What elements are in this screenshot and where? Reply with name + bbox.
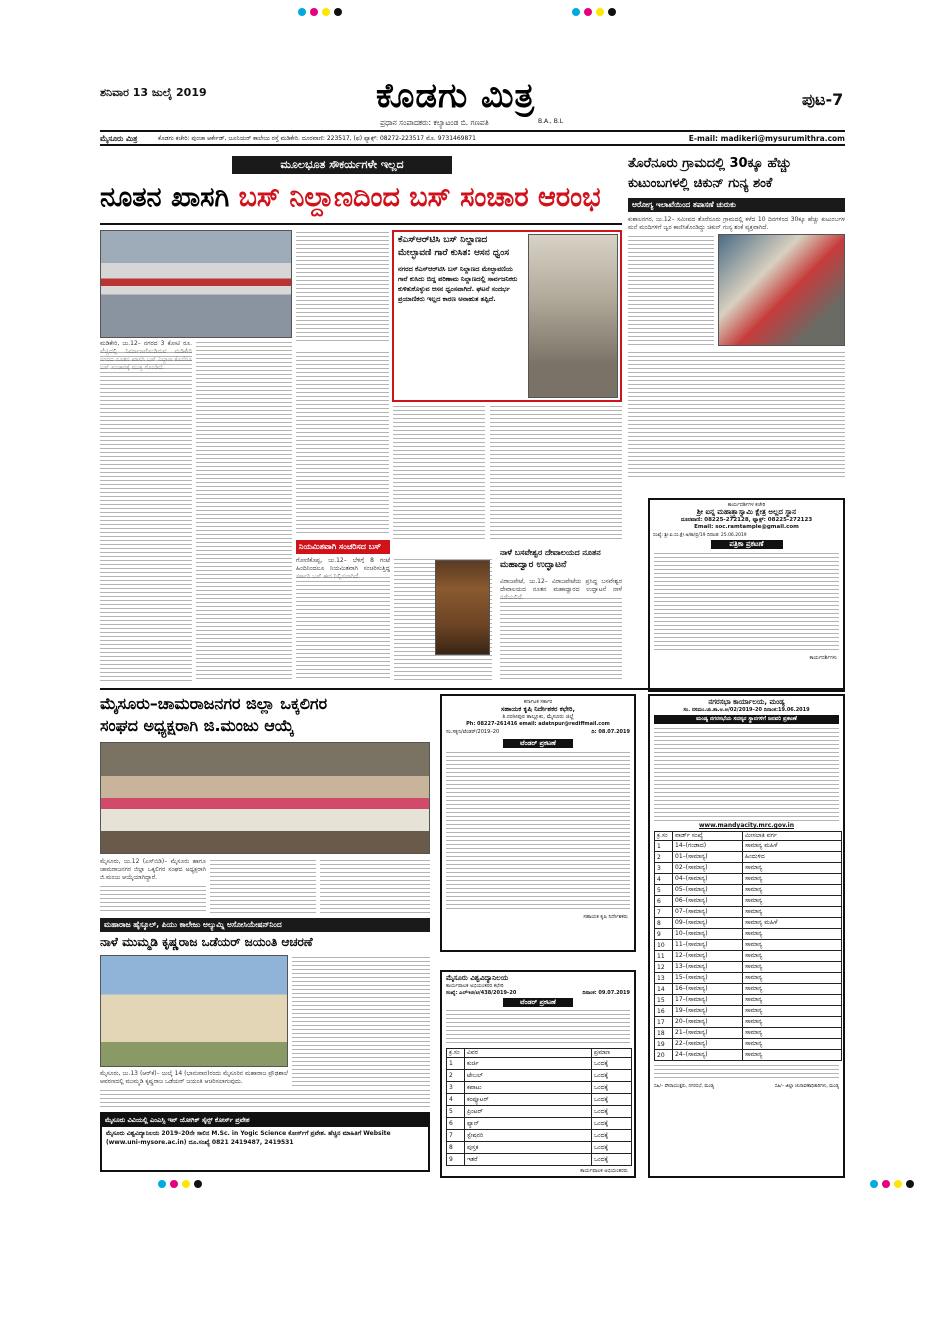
table-cell: 01–(ಸಾಮಾನ್ಯ) bbox=[673, 852, 743, 863]
table-cell: 19–(ಸಾಮಾನ್ಯ) bbox=[673, 1006, 743, 1017]
temple-headline bbox=[500, 548, 622, 570]
table-cell: ಸಾಮಾನ್ಯ bbox=[743, 1050, 842, 1061]
table-cell: ಸಾಮಾನ್ಯ bbox=[743, 863, 842, 874]
jayanthi-body-2 bbox=[100, 1088, 430, 1108]
right-photo-patients bbox=[718, 234, 845, 346]
table-cell: ಒಂದಕ್ಕೆ bbox=[592, 1070, 632, 1082]
registration-mark-yellow bbox=[894, 1180, 902, 1188]
temple-notice-phone: ದೂರವಾಣಿ: 08225-272128, ಫ್ಯಾಕ್ಸ್: 08225-272123 bbox=[680, 517, 813, 523]
tender2-sub: ಕಾರ್ಯಪಾಲಕ ಅಭಿಯಂತರರ ಕಛೇರಿ bbox=[446, 983, 504, 989]
okkaliga-body-2 bbox=[210, 858, 316, 914]
temple-notice bbox=[648, 498, 845, 692]
table-header-category: ಮೀಸಲಾತಿ ವರ್ಗ bbox=[743, 832, 842, 841]
tender1-office: ಸಹಾಯಕ ಕೃಷಿ ನಿರ್ದೇಶಕರ ಕಛೇರಿ, bbox=[501, 705, 575, 713]
table-cell: ಸಾಮಾನ್ಯ bbox=[743, 1028, 842, 1039]
registration-mark-cyan bbox=[870, 1180, 878, 1188]
tender1-date: ದಿ: 08.07.2019 bbox=[591, 729, 630, 735]
university-ad-body: ಮೈಸೂರು ವಿಶ್ವವಿದ್ಯಾನಿಲಯ 2019–20ನೇ ಸಾಲಿನ M.Sc. in Yogic Science ಕೋರ್ಸ್‌ಗೆ ಪ್ರವೇಶ. ಹೆಚ್ಚಿನ ಮಾಹಿತಿಗೆ Website (www.uni-mysore.ac.in) ದೂ.ಸಂಖ್ಯೆ 0821 2419487, 2419531 bbox=[106, 1130, 391, 1146]
temple-photo-door bbox=[435, 560, 490, 655]
strip-brand: ಮೈಸೂರು ಮಿತ್ರ bbox=[100, 134, 138, 143]
table-cell: 6 bbox=[655, 896, 673, 907]
temple-body bbox=[500, 596, 622, 682]
lead-kicker bbox=[232, 156, 452, 174]
table-row bbox=[655, 951, 842, 962]
table-cell: ಸಾಮಾನ್ಯ bbox=[743, 885, 842, 896]
table-cell: 15 bbox=[655, 995, 673, 1006]
temple-headline-2: ಮಹಾದ್ವಾರ ಉದ್ಘಾಟನೆ bbox=[500, 560, 567, 570]
mandya-notice bbox=[648, 694, 845, 1178]
registration-mark-yellow bbox=[182, 1180, 190, 1188]
masthead-strip bbox=[100, 132, 845, 146]
table-cell: 12 bbox=[655, 962, 673, 973]
temple-notice-sign: ಕಾರ್ಯದರ್ಶಿಗಳು bbox=[809, 655, 837, 661]
table-cell: 3 bbox=[655, 863, 673, 874]
table-cell: 6 bbox=[447, 1118, 465, 1130]
tender-notice-agriculture bbox=[440, 694, 636, 952]
table-row bbox=[655, 962, 842, 973]
table-cell: 5 bbox=[655, 885, 673, 896]
lead-body-col1 bbox=[100, 350, 192, 681]
table-header-row bbox=[447, 1049, 632, 1058]
tender1-contact[interactable]: Ph: 08227-261416 email: adatnpur@rediffmail.com bbox=[466, 721, 610, 727]
table-cell: ಸಾಮಾನ್ಯ bbox=[743, 907, 842, 918]
table-cell: ಕಪಾಟು bbox=[465, 1082, 592, 1094]
bus-box-dateline: ಗೋಣಿಕೊಪ್ಪ, ಜು.12– ಬೆಳಿಗ್ಗೆ 8 ಗಂಟೆ ಹಿಂದಿನಿಂದಲೂ ನಿಯಮಿತವಾಗಿ ಸಂಚರಿಸುತ್ತಿದ್ದ bbox=[296, 557, 390, 572]
table-cell: 12–(ಸಾಮಾನ್ಯ) bbox=[673, 951, 743, 962]
table-cell: 07–(ಸಾಮಾನ್ಯ) bbox=[673, 907, 743, 918]
temple-notice-org: ಕಾರ್ಯದರ್ಶಿಗಳ ಕಚೇರಿ bbox=[727, 502, 766, 508]
table-header-name: ವಿವರ bbox=[465, 1049, 592, 1058]
table-header-row bbox=[655, 832, 842, 841]
table-row bbox=[447, 1058, 632, 1070]
tender1-sign: ಸಹಾಯಕ ಕೃಷಿ ನಿರ್ದೇಶಕರು bbox=[583, 914, 628, 920]
lead-dateline: ಮಡಿಕೇರಿ, ಜು.12– ನಗರದ 3 ಕೋಟಿ ರೂ. bbox=[100, 340, 192, 347]
table-cell: 15–(ಸಾಮಾನ್ಯ) bbox=[673, 973, 743, 984]
table-cell: ಕಂಪ್ಯೂಟರ್ bbox=[465, 1094, 592, 1106]
table-row bbox=[655, 973, 842, 984]
tender2-ref: ಸಂಖ್ಯೆ: ಎಲ್ಇಜಿ/ಟಿ/438/2019–20 bbox=[446, 990, 517, 996]
mandya-website[interactable]: www.mandyacity.mrc.gov.in bbox=[699, 822, 794, 829]
table-cell: ಸಾಮಾನ್ಯ ಮಹಿಳೆ bbox=[743, 918, 842, 929]
tender2-body bbox=[446, 1008, 630, 1046]
table-row bbox=[655, 852, 842, 863]
table-header-ward: ವಾರ್ಡ್ ಸಂಖ್ಯೆ bbox=[673, 832, 743, 841]
tender2-table bbox=[446, 1048, 632, 1166]
lead-rule bbox=[100, 223, 622, 225]
table-header-no: ಕ್ರ.ಸಂ bbox=[655, 832, 673, 841]
table-cell: 13 bbox=[655, 973, 673, 984]
bus-box-kicker-text: ನಿಯಮಿತವಾಗಿ ಸಂಚರಿಸದ ಬಸ್ bbox=[299, 542, 381, 551]
table-cell: 9 bbox=[655, 929, 673, 940]
temple-dateline: ವಿರಾಜಪೇಟೆ, ಜು.12– ವಿರಾಜಪೇಟೆಯ ಪ್ರಸಿದ್ಧ ಬಸವೇಶ್ವರ ದೇವಾಲಯದ ನೂತನ ಮಹಾದ್ವಾರದ ಉದ್ಘಾಟನೆ ನಾಳೆ bbox=[500, 578, 622, 593]
table-row bbox=[655, 995, 842, 1006]
table-row bbox=[655, 929, 842, 940]
registration-mark-black bbox=[906, 1180, 914, 1188]
temple-notice-title: ಶ್ರೀ ಐನ್ನ ಮಹಾತ್ರ್ಪಾಸ್ವಾಮಿ ಕ್ಷೇತ್ರ ಅಲ್ಲದ ಸ್ಥಾನ bbox=[696, 508, 797, 516]
registration-mark-magenta bbox=[170, 1180, 178, 1188]
mandya-ref: ಸಂ. ನಸಮಂ.ಚು.ಶಾ.ಆ.ಅ/02/2019–20 ದಿನಾಂಕ:19.06.2019 bbox=[683, 707, 810, 713]
table-row bbox=[655, 1039, 842, 1050]
registration-mark-yellow bbox=[322, 8, 330, 16]
okkaliga-dateline: ಮೈಸೂರು, ಜು.12 (ಎಸ್‌ಬಿಡಿ)– ಮೈಸೂರು ಹಾಗೂ ಚಾಮರಾಜನಗರ ಜಿಲ್ಲಾ ಒಕ್ಕಲಿಗರ ಸಂಘದ ಅಧ್ಯಕ್ಷರಾಗಿ ಜಿ.ಮಂಜು ಆಯ್ಕೆಯಾಗಿದ್ದಾರೆ. bbox=[100, 858, 206, 881]
registration-mark-black bbox=[194, 1180, 202, 1188]
okkaliga-body-1 bbox=[100, 884, 206, 914]
table-cell: 4 bbox=[655, 874, 673, 885]
table-row bbox=[447, 1070, 632, 1082]
lead-body-col2 bbox=[196, 340, 292, 681]
table-row bbox=[655, 863, 842, 874]
okkaliga-headline-2: ಸಂಘದ ಅಧ್ಯಕ್ಷರಾಗಿ ಜಿ.ಮಂಜು ಆಯ್ಕೆ bbox=[100, 716, 295, 735]
table-row bbox=[655, 940, 842, 951]
inset-box bbox=[392, 230, 622, 402]
temple-notice-body bbox=[654, 551, 839, 651]
university-ad-title: ಮೈಸೂರು ವಿವಿಯಲ್ಲಿ ಎಂಎಸ್ಸಿ ಇನ್ ಯೋಗಿಕ್ ಸೈನ್ಸ್ ಕೋರ್ಸ್ ಪ್ರವೇಶ bbox=[102, 1114, 428, 1127]
table-cell: ಸಾಮಾನ್ಯ bbox=[743, 929, 842, 940]
table-row bbox=[655, 984, 842, 995]
lead-photo-bus-stand bbox=[100, 230, 292, 338]
mandya-table bbox=[654, 831, 842, 1061]
table-cell: ಪುಸ್ತಕ bbox=[465, 1142, 592, 1154]
tender2-date: ದಿನಾಂಕ: 09.07.2019 bbox=[582, 990, 630, 996]
table-cell: ಒಂದಕ್ಕೆ bbox=[592, 1142, 632, 1154]
table-cell: 1 bbox=[447, 1058, 465, 1070]
tender1-heading-text: ಟೆಂಡರ್ ಪ್ರಕಟಣೆ bbox=[520, 739, 556, 747]
table-cell: 1 bbox=[655, 841, 673, 852]
table-cell: ಹಿಂದುಳಿದ bbox=[743, 852, 842, 863]
lead-headline-black: ನೂತನ ಖಾಸಗಿ bbox=[100, 182, 239, 213]
table-cell: ಒಂದಕ್ಕೆ bbox=[592, 1130, 632, 1142]
lead-headline-red: ಬಸ್ ನಿಲ್ದಾಣದಿಂದ ಬಸ್ ಸಂಚಾರ ಆರಂಭ bbox=[238, 182, 601, 213]
table-row bbox=[655, 1050, 842, 1061]
table-row bbox=[655, 896, 842, 907]
table-cell: 04–(ಸಾಮಾನ್ಯ) bbox=[673, 874, 743, 885]
masthead-editor-degree: B.A., B.L bbox=[538, 118, 564, 125]
lead-headline bbox=[100, 178, 622, 218]
tender1-heading bbox=[503, 739, 573, 748]
table-cell: 09–(ಸಾಮಾನ್ಯ) bbox=[673, 918, 743, 929]
table-cell: ಸಾಮಾನ್ಯ bbox=[743, 995, 842, 1006]
table-cell: ಒಂದಕ್ಕೆ bbox=[592, 1106, 632, 1118]
table-cell: ಸಾಮಾನ್ಯ bbox=[743, 984, 842, 995]
masthead-title: ಕೊಡಗು ಮಿತ್ರ bbox=[376, 76, 536, 116]
table-cell: 11 bbox=[655, 951, 673, 962]
table-cell: ಸ್ಟೇಷನರಿ bbox=[465, 1130, 592, 1142]
okkaliga-photo-group bbox=[100, 742, 430, 854]
table-row bbox=[447, 1082, 632, 1094]
mandya-footer-body bbox=[654, 1063, 839, 1079]
masthead-editor: ಪ್ರಧಾನ ಸಂಪಾದಕರು: ಕಲ್ಯಾಟಂಡ ಬಿ. ಗಣಪತಿ bbox=[380, 118, 489, 127]
table-cell: 24–(ಸಾಮಾನ್ಯ) bbox=[673, 1050, 743, 1061]
table-cell: 06–(ಸಾಮಾನ್ಯ) bbox=[673, 896, 743, 907]
inset-body: ನಗರದ ಕೆಎಸ್‌ಆರ್‌ಟಿಸಿ ಬಸ್ ನಿಲ್ದಾಣದ ಮೇಲ್ಛಾವಣಿಯ ಗಾರೆ ಕುಸಿದು ಬಿದ್ದ ಪರಿಣಾಮ ನಿಲ್ದಾಣದಲ್ಲಿ ಸಾರ್ವಜನಿಕರು ಕುಳಿತುಕೊಳ್ಳುವ ಆಸನ ಧ್ವಂಸವಾಗಿದೆ. ಘಟನೆ ಸಂದರ್ಭ ಪ್ರಯಾಣಿಕರು ಇಲ್ಲದ ಕಾರಣ ಅನಾಹುತ ತಪ್ಪಿದೆ. bbox=[398, 265, 518, 303]
table-cell: ಸಾಮಾನ್ಯ bbox=[743, 940, 842, 951]
table-cell: ಪ್ರಿಂಟರ್ bbox=[465, 1106, 592, 1118]
table-cell: ಸಾಮಾನ್ಯ ಮಹಿಳೆ bbox=[743, 841, 842, 852]
strip-address: ಕೊಡಗು ಕಚೇರಿ: ಪುಂಚಾ ಆರ್ಕೇಡ್, ಜೂನಿಯರ್ ಕಾಲೇಜು ರಸ್ತೆ ಮಡಿಕೇರಿ. ದೂರವಾಣಿ: 223517, (ಫ) ಫ್ಯಾಕ್ಸ್: 08272-223517 ಮೊ. 9731469871 bbox=[158, 135, 476, 142]
table-row bbox=[447, 1118, 632, 1130]
registration-mark-magenta bbox=[882, 1180, 890, 1188]
table-cell: 2 bbox=[447, 1070, 465, 1082]
right-dateline: ಕುಶಾಲನಗರ, ಜು.12– ಸಮೀಪದ ತೊರೆನೂರು ಗ್ರಾಮದಲ್ಲಿ ಕಳೆದ 10 ದಿನಗಳಿಂದ 30ಕ್ಕೂ ಹೆಚ್ಚು ಕುಟುಂಬಗಳ ಮನೆ ಮಂದಿಗಳಿಗೆ ಜ್ವರ ಕಾಣಿಸಿಕೊಂಡಿದ್ದು ಚಿಕುನ್ ಗುನ್ಯ ಶಂಕೆ ವ್ಯಕ್ತವಾಗಿದೆ. bbox=[628, 216, 845, 231]
registration-mark-magenta bbox=[584, 8, 592, 16]
temple-notice-email[interactable]: Email: soc.ramtample@gmail.com bbox=[694, 524, 799, 530]
tender-notice-university bbox=[440, 970, 636, 1178]
table-cell: 3 bbox=[447, 1082, 465, 1094]
jayanthi-kicker-text: ಮಹಾರಾಜ ಹೈಸ್ಕೂಲ್, ಪಿಯು ಕಾಲೇಜು ಅಲ್ಯುಮ್ನಿ ಅಸೋಸಿಯೇಷನ್‌ನಿಂದ bbox=[104, 920, 282, 929]
strip-email[interactable]: E-mail: madikeri@mysurumithra.com bbox=[688, 134, 845, 143]
masthead-date: ಶನಿವಾರ 13 ಜುಲೈ 2019 bbox=[100, 86, 207, 99]
table-cell: ಸಾಮಾನ್ಯ bbox=[743, 962, 842, 973]
registration-mark-yellow bbox=[596, 8, 604, 16]
lead-kicker-text: ಮೂಲಭೂತ ಸೌಕರ್ಯಗಳೇ ಇಲ್ಲದ bbox=[280, 158, 404, 171]
table-row bbox=[655, 841, 842, 852]
tender2-heading bbox=[503, 998, 573, 1007]
table-cell: 22–(ಸಾಮಾನ್ಯ) bbox=[673, 1039, 743, 1050]
tender1-place: ತಿ.ನರಸೀಪುರ ತಾಲ್ಲೂಕು, ಮೈಸೂರು ಜಿಲ್ಲೆ bbox=[502, 714, 574, 720]
table-cell: 7 bbox=[655, 907, 673, 918]
table-cell: 19 bbox=[655, 1039, 673, 1050]
table-cell: 8 bbox=[655, 918, 673, 929]
table-cell: 8 bbox=[447, 1142, 465, 1154]
inset-photo-collapsed-ceiling bbox=[528, 234, 618, 398]
table-cell: 05–(ಸಾಮಾನ್ಯ) bbox=[673, 885, 743, 896]
table-row bbox=[447, 1094, 632, 1106]
table-row bbox=[447, 1130, 632, 1142]
okkaliga-body-3 bbox=[320, 858, 430, 914]
table-cell: 18 bbox=[655, 1028, 673, 1039]
table-cell: 16–(ಸಾಮಾನ್ಯ) bbox=[673, 984, 743, 995]
table-row bbox=[447, 1106, 632, 1118]
table-row bbox=[655, 1028, 842, 1039]
table-cell: 11–(ಸಾಮಾನ್ಯ) bbox=[673, 940, 743, 951]
mandya-org: ನಗರಸಭಾ ಕಾರ್ಯಾಲಯ, ಮಂಡ್ಯ bbox=[708, 698, 785, 706]
registration-mark-black bbox=[334, 8, 342, 16]
table-cell: ಟೇಬಲ್ bbox=[465, 1070, 592, 1082]
table-cell: 7 bbox=[447, 1130, 465, 1142]
table-cell: ಒಂದಕ್ಕೆ bbox=[592, 1082, 632, 1094]
table-cell: ಸಾಮಾನ್ಯ bbox=[743, 1039, 842, 1050]
right-body-full bbox=[628, 350, 845, 480]
table-cell: ಫ್ಯಾನ್ bbox=[465, 1118, 592, 1130]
table-cell: ಸಾಮಾನ್ಯ bbox=[743, 1006, 842, 1017]
table-row bbox=[655, 1017, 842, 1028]
table-row bbox=[655, 918, 842, 929]
table-row bbox=[655, 885, 842, 896]
temple-headline-1: ನಾಳೆ ಬಸವೇಶ್ವರ ದೇವಾಲಯದ ನೂತನ bbox=[500, 548, 601, 557]
bus-box-kicker bbox=[296, 540, 390, 554]
lead-body-col3 bbox=[296, 230, 389, 342]
table-cell: ಒಂದಕ್ಕೆ bbox=[592, 1094, 632, 1106]
bus-box-body-1 bbox=[296, 575, 390, 681]
table-cell: ಸಾಮಾನ್ಯ bbox=[743, 896, 842, 907]
table-cell: ಸಾಮಾನ್ಯ bbox=[743, 874, 842, 885]
table-cell: 17 bbox=[655, 1017, 673, 1028]
table-cell: 14–(ಗಂಡಾದ) bbox=[673, 841, 743, 852]
tender1-gov: ಕರ್ನಾಟಕ ಸರ್ಕಾರ bbox=[523, 699, 553, 705]
right-body-col1 bbox=[628, 234, 714, 346]
mandya-sign-left: ಸಹಿ/– ಪೌರಾಯುಕ್ತರು, ನಗರಸಭೆ, ಮಂಡ್ಯ bbox=[654, 1084, 715, 1089]
lead-body-col4 bbox=[393, 404, 485, 542]
tender2-heading-text: ಟೆಂಡರ್ ಪ್ರಕಟಣೆ bbox=[520, 998, 556, 1006]
right-headline-2: ಕುಟುಂಬಗಳಲ್ಲಿ ಚಿಕುನ್ ಗುನ್ಯ ಶಂಕೆ bbox=[628, 176, 773, 191]
mandya-sign-right: ಸಹಿ/– ಜಿಲ್ಲಾ ಚುನಾವಣಾಧಿಕಾರಿಗಳು, ಮಂಡ್ಯ bbox=[774, 1084, 839, 1089]
table-cell: 2 bbox=[655, 852, 673, 863]
table-cell: 13–(ಸಾಮಾನ್ಯ) bbox=[673, 962, 743, 973]
jayanthi-dateline: ಮೈಸೂರು, ಜು.13 (ಆರ್‌ಕೆ)– ಜುಲೈ 14 (ಭಾನುವಾರ)ರಂದು ಮೈಸೂರಿನ ಮಹಾರಾಜ ಪ್ರೌಢಶಾಲೆ ಆವರಣದಲ್ಲಿ ಮುಮ್ಮಡಿ ಕೃಷ್ಣರಾಜ ಒಡೆಯರ್ ಜಯಂತಿ ಆಚರಿಸಲಾಗುವುದು. bbox=[100, 1070, 288, 1085]
registration-mark-cyan bbox=[298, 8, 306, 16]
table-row bbox=[655, 907, 842, 918]
table-cell: ಕುರ್ಚಿ bbox=[465, 1058, 592, 1070]
table-row bbox=[447, 1142, 632, 1154]
temple-notice-heading-text: ಪತ್ರಿಕಾ ಪ್ರಕಟಣೆ bbox=[729, 540, 764, 548]
table-cell: 14 bbox=[655, 984, 673, 995]
tender2-org: ಮೈಸೂರು ವಿಶ್ವವಿದ್ಯಾನಿಲಯ bbox=[446, 974, 509, 982]
table-cell: 10–(ಸಾಮಾನ್ಯ) bbox=[673, 929, 743, 940]
registration-mark-cyan bbox=[158, 1180, 166, 1188]
table-header-no: ಕ್ರ.ಸಂ bbox=[447, 1049, 465, 1058]
table-cell: 9 bbox=[447, 1154, 465, 1166]
right-headline-1: ತೊರೆನೂರು ಗ್ರಾಮದಲ್ಲಿ 30ಕ್ಕೂ ಹೆಚ್ಚು bbox=[628, 156, 792, 171]
table-cell: 02–(ಸಾಮಾನ್ಯ) bbox=[673, 863, 743, 874]
table-cell: ಒಂದಕ್ಕೆ bbox=[592, 1118, 632, 1130]
lead-body-col5 bbox=[490, 404, 622, 542]
table-row bbox=[655, 1006, 842, 1017]
table-cell: 4 bbox=[447, 1094, 465, 1106]
jayanthi-body-1 bbox=[292, 955, 430, 1086]
table-cell: ಸಾಮಾನ್ಯ bbox=[743, 1017, 842, 1028]
mandya-body bbox=[654, 726, 839, 822]
table-row bbox=[447, 1154, 632, 1166]
table-cell: 17–(ಸಾಮಾನ್ಯ) bbox=[673, 995, 743, 1006]
table-cell: ಒಂದಕ್ಕೆ bbox=[592, 1154, 632, 1166]
jayanthi-photo-building bbox=[100, 955, 288, 1067]
tender2-sign: ಕಾರ್ಯಪಾಲಕ ಅಭಿಯಂತರರು bbox=[580, 1168, 628, 1174]
jayanthi-kicker bbox=[100, 918, 430, 932]
table-cell: ಸಾಮಾನ್ಯ bbox=[743, 951, 842, 962]
lead-body-col3b bbox=[296, 350, 389, 535]
university-ad bbox=[100, 1112, 430, 1172]
table-cell: 5 bbox=[447, 1106, 465, 1118]
inset-title: ಕೆಎಸ್‌ಆರ್‌ಟಿಸಿ ಬಸ್ ನಿಲ್ದಾಣದ ಮೇಲ್ಛಾವಣಿ ಗಾರೆ ಕುಸಿತ: ಆಸನ ಧ್ವಂಸ bbox=[398, 235, 510, 258]
tender1-body bbox=[446, 750, 630, 910]
tender1-ref: ಸಂ.ಸಕೃನಿ/ಟೆಂಡರ್/2019–20 bbox=[446, 729, 500, 735]
okkaliga-rule bbox=[100, 688, 845, 690]
mandya-heading: ಮಂಡ್ಯ ನಗರಸಭೆಯ ಸದಸ್ಯರ ಸ್ಥಾನಗಳಿಗೆ ಜನವರಿ ಪ್ರಕಟಣೆ bbox=[654, 715, 839, 724]
page-number: ಪುಟ-7 bbox=[802, 90, 844, 109]
table-cell: 16 bbox=[655, 1006, 673, 1017]
table-header-qty: ಪ್ರಮಾಣ bbox=[592, 1049, 632, 1058]
temple-notice-heading bbox=[711, 540, 783, 549]
table-cell: 20–(ಸಾಮಾನ್ಯ) bbox=[673, 1017, 743, 1028]
jayanthi-headline: ನಾಳೆ ಮುಮ್ಮಡಿ ಕೃಷ್ಣರಾಜ ಒಡೆಯರ್ ಜಯಂತಿ ಆಚರಣೆ bbox=[100, 935, 313, 949]
registration-mark-cyan bbox=[572, 8, 580, 16]
okkaliga-headline-1: ಮೈಸೂರು–ಚಾಮರಾಜನಗರ ಜಿಲ್ಲಾ ಒಕ್ಕಲಿಗರ bbox=[100, 694, 328, 713]
registration-mark-magenta bbox=[310, 8, 318, 16]
right-kicker-text: ಆರೋಗ್ಯ ಇಲಾಖೆಯಿಂದ ತಪಾಸಣೆ ಚುರುಕು bbox=[632, 200, 736, 209]
temple-notice-ref: ಸಂಖ್ಯೆ: ಶ್ರೀ.ಐ.ಸಂ.ಕ್ಷೇ.ಅ/ಕಾ/ಪ್ರ/19 ದಿನಾಂಕ: 25.06.2019 bbox=[653, 533, 747, 538]
table-cell: ಇತರೆ bbox=[465, 1154, 592, 1166]
table-row bbox=[655, 874, 842, 885]
right-kicker bbox=[628, 198, 845, 212]
table-cell: ಸಾಮಾನ್ಯ bbox=[743, 973, 842, 984]
table-cell: 10 bbox=[655, 940, 673, 951]
registration-mark-black bbox=[608, 8, 616, 16]
table-cell: 21–(ಸಾಮಾನ್ಯ) bbox=[673, 1028, 743, 1039]
table-cell: ಒಂದಕ್ಕೆ bbox=[592, 1058, 632, 1070]
table-cell: 20 bbox=[655, 1050, 673, 1061]
